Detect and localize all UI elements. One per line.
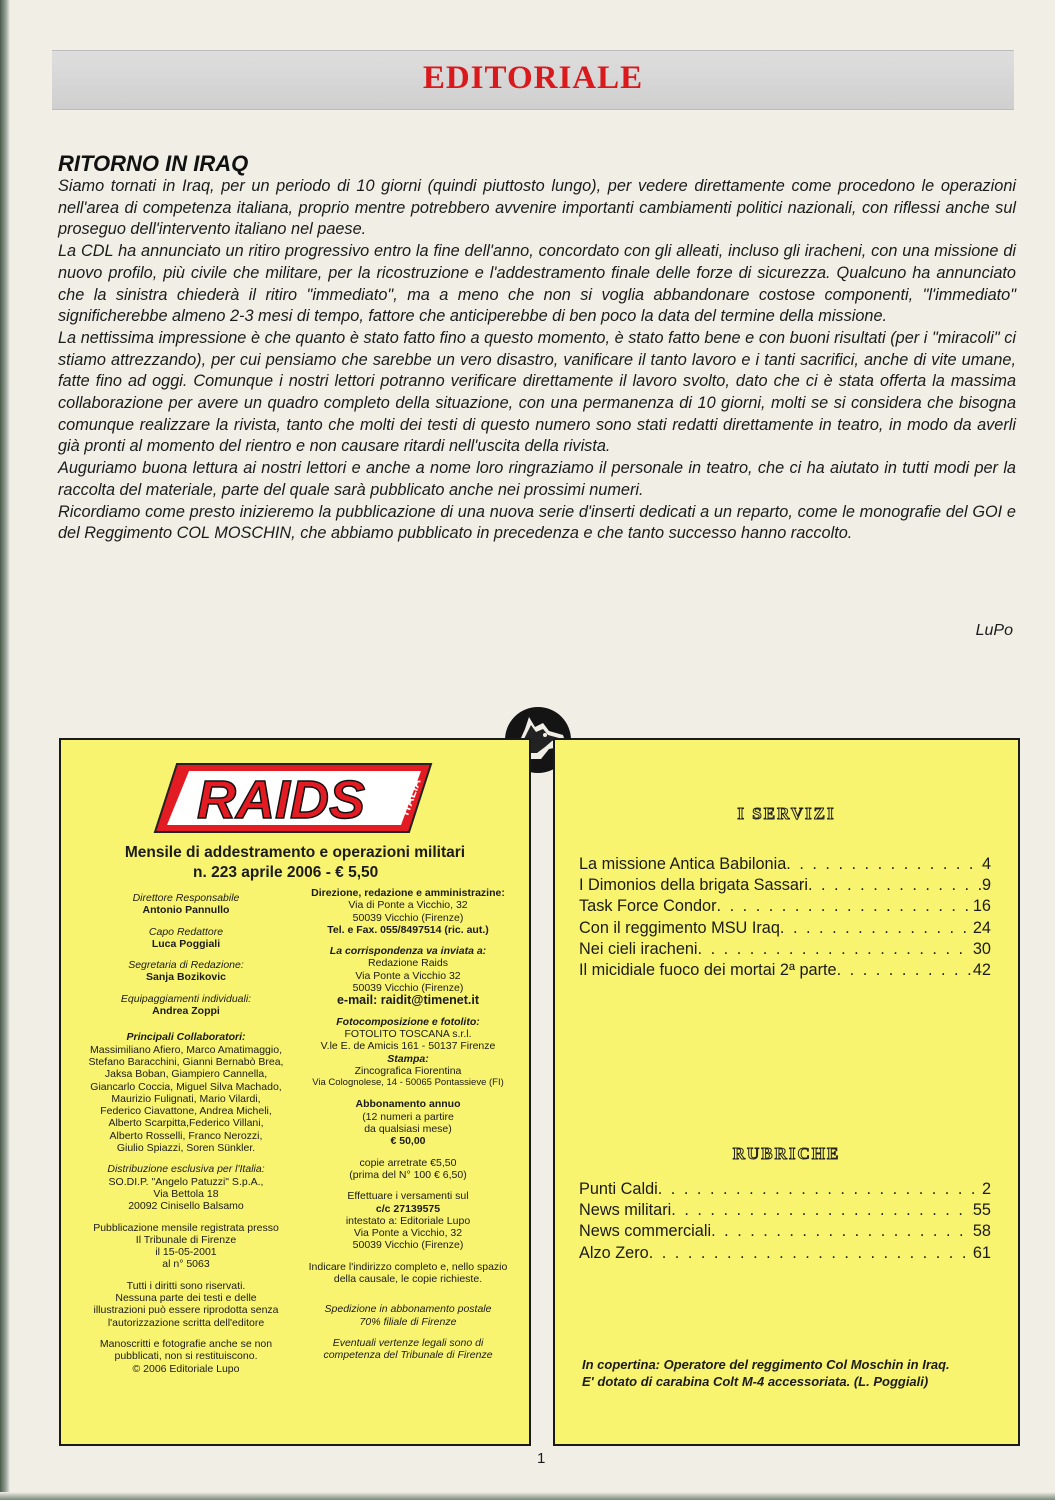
office-line: 50039 Vicchio (Firenze) <box>352 911 464 924</box>
office-phone: Tel. e Fax. 055/8497514 (ric. aut.) <box>327 923 489 936</box>
toc-page: 16 <box>972 897 991 916</box>
subscription-price: € 50,00 <box>390 1135 426 1148</box>
magazine-subtitle: Mensile di addestramento e operazioni militari <box>124 844 466 861</box>
distribution-line: SO.DI.P. "Angelo Patuzzi" S.p.A., <box>108 1175 264 1188</box>
columns-list <box>579 1179 991 1264</box>
staff-role: Direttore Responsabile <box>132 892 240 904</box>
toc-page: 2 <box>981 1180 991 1198</box>
registration <box>81 1222 291 1271</box>
address-note-line: Indicare l'indirizzo completo e, nello spazio <box>308 1260 508 1273</box>
toc-page: 61 <box>972 1243 991 1262</box>
cover-caption-line: In copertina: Operatore del reggimento Col Moschin in Iraq. <box>582 1357 950 1372</box>
cover-caption-line: E' dotato di carabina Colt M-4 accessoriata. (L. Poggiali) <box>582 1374 929 1389</box>
staff-role: Equipaggiamenti individuali: <box>120 992 252 1005</box>
toc-page: 58 <box>972 1222 991 1241</box>
article-paragraph: Auguriamo buona lettura ai nostri lettori e anche a nome loro ringraziamo il personale in teatro, che ci ha aiutato in tutti modi per la raccolta del materiale, parte del quale sarà pubblicato anche nei prossimi numeri. <box>58 459 1016 499</box>
staff-role: Segretaria di Redazione: <box>128 959 244 972</box>
payment-info <box>299 1190 517 1251</box>
toc-title: Nei cieli iracheni <box>579 939 698 958</box>
staff-role: Capo Redattore <box>148 925 224 938</box>
toc-page: 30 <box>972 939 991 958</box>
rights-line: Nessuna parte dei testi e delle <box>115 1292 257 1305</box>
manuscripts-line: Manoscritti e fotografie anche se non <box>99 1337 273 1350</box>
subscription-label: Abbonamento annuo <box>355 1098 461 1111</box>
article-body <box>58 176 1016 545</box>
toc-item <box>579 939 991 960</box>
toc-page: 9 <box>981 876 991 895</box>
print-label: Stampa: <box>387 1052 429 1065</box>
collaborators <box>81 1031 291 1154</box>
payment-account: c/c 27139575 <box>375 1202 441 1215</box>
article-signature: LuPo <box>975 622 1013 639</box>
address-note <box>299 1261 517 1286</box>
toc-title: Punti Caldi <box>579 1180 658 1198</box>
collaborator-line: Jaksa Boban, Giampiero Cannella, <box>104 1068 268 1081</box>
legal-line: competenza del Tribunale di Firenze <box>323 1349 493 1362</box>
toc-item <box>579 1221 991 1242</box>
distribution-line: Via Bettola 18 <box>153 1187 219 1200</box>
toc-item <box>579 1179 991 1200</box>
collaborator-line: Stefano Baracchini, Gianni Bernabò Brea, <box>88 1055 284 1068</box>
editorial-header <box>52 50 1014 110</box>
mail-line: 50039 Vicchio (Firenze) <box>352 982 464 995</box>
toc-item <box>579 1200 991 1221</box>
staff-column <box>81 892 291 1384</box>
postal-line: Spedizione in abbonamento postale <box>324 1303 492 1316</box>
toc-item <box>579 896 991 917</box>
postal-line: 70% filiale di Firenze <box>359 1315 457 1328</box>
payment-line: 50039 Vicchio (Firenze) <box>352 1239 464 1252</box>
services-heading: I SERVIZI <box>737 804 836 823</box>
email-address: e-mail: raidit@timenet.it <box>336 993 480 1008</box>
columns-heading: RUBRICHE <box>732 1144 841 1163</box>
staff-entry <box>81 892 291 917</box>
article-paragraph: La nettissima impressione è che quanto è stato fatto fino a questo momento, è stato fatto bene e con buoni risultati (per i "miracoli" ci stiamo attrezzando), per cui pensiamo che sarebbe un vero disastro, vanificare il tanto lavoro e i tanti sacrifici, anche di vite umane, fatte fino ad oggi. Comunque i nostri lettori potranno verificare direttamente il lavoro svolto, dato che ci è stata offerta la massima collaborazione per avere un quadro completo della situazione, con una permanenza di 10 giorni, molti se si considera che bisogna comunque realizzare la rivista, tanto che molti dei testi di questo numero sono stati redatti direttamente in teatro, in modo da averli già pronti al momento del rientro e non causare ritardi nell'uscita della rivista. <box>58 328 1016 456</box>
staff-name: Sanja Bozikovic <box>146 971 226 984</box>
issue-line: n. 223 aprile 2006 - € 5,50 <box>193 864 379 881</box>
staff-name: Andrea Zoppi <box>152 1005 220 1018</box>
distribution-label: Distribuzione esclusiva per l'Italia: <box>107 1163 265 1176</box>
article-paragraph: Siamo tornati in Iraq, per un periodo di 10 giorni (quindi piuttosto lungo), per vedere direttamente come procedono le operazioni nell'area di competenza italiana, proprio mentre potrebbero avvenire importanti cambiamenti politici nazionali, con riflessi anche sul proseguo dell'intervento italiano nel paese. <box>58 177 1016 239</box>
print-line: Via Colognolese, 14 - 50065 Pontassieve (FI) <box>312 1077 504 1089</box>
subscription-line: (12 numeri a partire <box>362 1110 454 1123</box>
toc-title: News militari <box>579 1201 672 1220</box>
payment-line: Via Ponte a Vicchio, 32 <box>353 1227 463 1240</box>
toc-title: Con il reggimento MSU Iraq <box>579 918 780 937</box>
raids-logo-text: RAIDS <box>196 770 366 830</box>
rights-notice <box>81 1280 291 1329</box>
toc-page: 42 <box>972 961 991 980</box>
photo-line: FOTOLITO TOSCANA s.r.l. <box>344 1027 472 1040</box>
collaborator-line: Alberto Rosselli, Franco Nerozzi, <box>109 1129 263 1142</box>
raids-logo-tag: ITALIA <box>397 776 424 818</box>
office-info <box>299 887 517 936</box>
toc-page: 24 <box>972 918 991 937</box>
rights-line: l'autorizzazione scritta dell'editore <box>107 1316 265 1329</box>
payment-label: Effettuare i versamenti sul <box>347 1190 469 1203</box>
toc-item <box>579 960 991 981</box>
rights-line: Tutti i diritti sono riservati. <box>126 1279 246 1292</box>
office-label: Direzione, redazione e amministrazine: <box>311 887 505 899</box>
back-issues-note: (prima del N° 100 € 6,50) <box>349 1168 467 1181</box>
toc-item <box>579 1243 991 1264</box>
collaborator-line: Federico Ciavattone, Andrea Micheli, <box>100 1105 272 1118</box>
staff-name: Antonio Pannullo <box>142 904 230 917</box>
manuscripts-line: © 2006 Editoriale Lupo <box>132 1362 240 1375</box>
toc-title: I Dimonios della brigata Sassari <box>579 876 808 895</box>
toc-page: 55 <box>972 1201 991 1220</box>
office-line: Via di Ponte a Vicchio, 32 <box>348 899 468 912</box>
manuscripts-line: pubblicati, non si restituiscono. <box>114 1350 258 1363</box>
staff-entry <box>81 926 291 951</box>
legal-info <box>299 1337 517 1362</box>
registration-line: il 15-05-2001 <box>155 1246 217 1259</box>
toc-title: News commerciali <box>579 1222 712 1241</box>
registration-line: Pubblicazione mensile registrata presso <box>93 1221 279 1234</box>
collaborator-line: Giancarlo Coccia, Miguel Silva Machado, <box>90 1080 282 1093</box>
collaborator-line: Maurizio Fulignati, Mario Vilardi, <box>111 1092 261 1105</box>
manuscripts-notice <box>81 1338 291 1375</box>
legal-line: Eventuali vertenze legali sono di <box>332 1336 484 1349</box>
print-line: Zincografica Fiorentina <box>354 1064 462 1077</box>
mail-info <box>299 945 517 1006</box>
distribution-line: 20092 Cinisello Balsamo <box>128 1200 244 1213</box>
postal-info <box>299 1303 517 1328</box>
toc-title: La missione Antica Babilonia <box>579 855 787 873</box>
toc-page: 4 <box>981 855 991 873</box>
toc-title: Il micidiale fuoco dei mortai 2ª parte <box>579 961 837 980</box>
cover-caption <box>582 1356 1002 1390</box>
photo-info <box>299 1016 517 1090</box>
registration-line: Il Tribunale di Firenze <box>135 1233 237 1246</box>
article-title: RITORNO IN IRAQ <box>58 151 249 176</box>
info-column <box>299 887 517 1371</box>
toc-title: Alzo Zero <box>579 1243 649 1262</box>
raids-logo <box>153 758 443 838</box>
page-edge-left <box>0 0 10 1500</box>
back-issues-info <box>299 1157 517 1182</box>
collaborators-label: Principali Collaboratori: <box>126 1031 246 1044</box>
photo-line: V.le E. de Amicis 161 - 50137 Firenze <box>320 1040 496 1053</box>
page-number: 1 <box>537 1450 546 1467</box>
masthead-box <box>59 738 531 1446</box>
subscription-line: da qualsiasi mese) <box>364 1123 452 1136</box>
rights-line: illustrazioni può essere riprodotta senza <box>93 1304 279 1317</box>
subscription-info <box>299 1098 517 1147</box>
toc-item <box>579 875 991 896</box>
services-list <box>579 854 991 981</box>
collaborator-line: Alberto Scarpitta,Federico Villani, <box>108 1117 264 1130</box>
page-edge-bottom <box>0 1492 1055 1500</box>
staff-entry <box>81 959 291 984</box>
toc-item <box>579 918 991 939</box>
photo-label: Fotocomposizione e fotolito: <box>336 1015 480 1028</box>
payment-line: intestato a: Editoriale Lupo <box>345 1214 471 1227</box>
contents-box <box>553 738 1020 1446</box>
registration-line: al n° 5063 <box>162 1258 210 1271</box>
toc-title: Task Force Condor <box>579 897 717 916</box>
mail-line: Redazione Raids <box>368 957 448 970</box>
back-issues-price: copie arretrate €5,50 <box>359 1156 457 1169</box>
staff-entry <box>81 993 291 1018</box>
header-title: EDITORIALE <box>422 60 644 96</box>
mail-label: La corrispondenza va inviata a: <box>329 945 487 958</box>
collaborator-line: Massimiliano Afiero, Marco Amatimaggio, <box>90 1043 282 1056</box>
article-paragraph: La CDL ha annunciato un ritiro progressivo entro la fine dell'anno, concordato con gli alleati, incluso gli iracheni, con una missione di nuovo profilo, più civile che militare, per la ricostruzione e l'addestramento finale delle forze di sicurezza. Qualcuno ha annunciato che la sinistra chiederà il ritiro "immediato", ma a meno che non si voglia abbandonare costose componenti, "l'immediato" significherebbe almeno 2-3 mesi di tempo, fattore che anticiperebbe di ben poco la data del termine della missione. <box>58 242 1016 326</box>
article-paragraph: Ricordiamo come presto inizieremo la pubblicazione di una nuova serie d'inserti dedicati a un reparto, come le monografie del GOI e del Reggimento COL MOSCHIN, che abbiamo pubblicato in precedenza e che tanto successo hanno raccolto. <box>58 502 1016 543</box>
mail-line: Via Ponte a Vicchio 32 <box>355 969 461 982</box>
staff-name: Luca Poggiali <box>151 937 221 950</box>
collaborator-line: Giulio Spiazzi, Soren Sünkler. <box>116 1142 256 1155</box>
address-note-line: della causale, le copie richieste. <box>333 1273 483 1286</box>
toc-item <box>579 854 991 875</box>
distribution <box>81 1163 291 1212</box>
